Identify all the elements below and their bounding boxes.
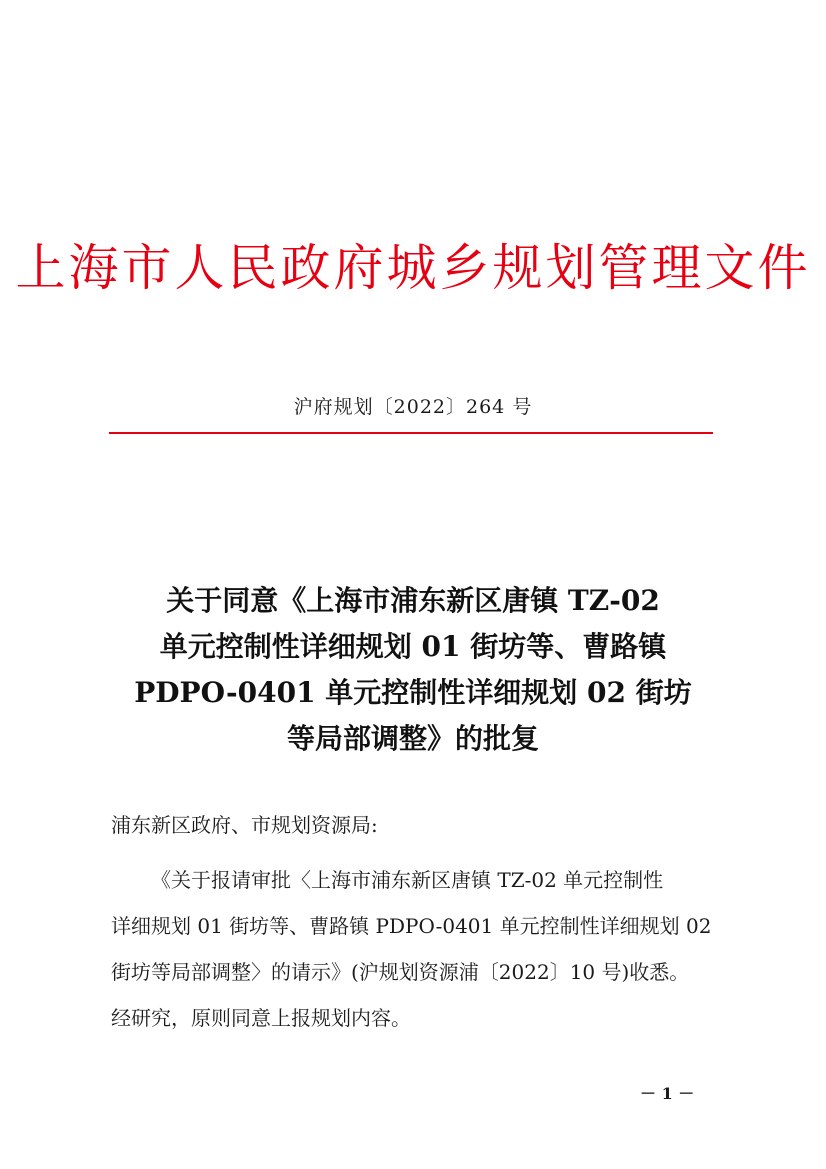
title-line: 单元控制性详细规划 01 街坊等、曹路镇 [159,630,667,663]
paragraph-line: 《关于报请审批〈上海市浦东新区唐镇 TZ-02 单元控制性 [151,868,664,892]
red-separator-line [109,432,713,434]
title-line: 等局部调整》的批复 [286,722,539,755]
paragraph-line: 街坊等局部调整〉的请示》(沪规划资源浦〔2022〕10 号)收悉。 [111,960,690,984]
paragraph-line: 详细规划 01 街坊等、曹路镇 PDPO-0401 单元控制性详细规划 02 [111,914,712,938]
paragraph-line: 经研究，原则同意上报规划内容。 [111,1006,411,1030]
document-title [110,578,716,762]
title-line: PDPO-0401 单元控制性详细规划 02 街坊 [134,676,692,709]
addressee: 浦东新区政府、市规划资源局: [111,813,378,837]
issuer-heading: 上海市人民政府城乡规划管理文件 [15,239,811,297]
body-paragraph [111,857,715,1041]
title-line: 关于同意《上海市浦东新区唐镇 TZ-02 [166,584,660,617]
document-number: 沪府规划〔2022〕264 号 [293,396,533,418]
page-number: － 1 － [640,1084,695,1103]
